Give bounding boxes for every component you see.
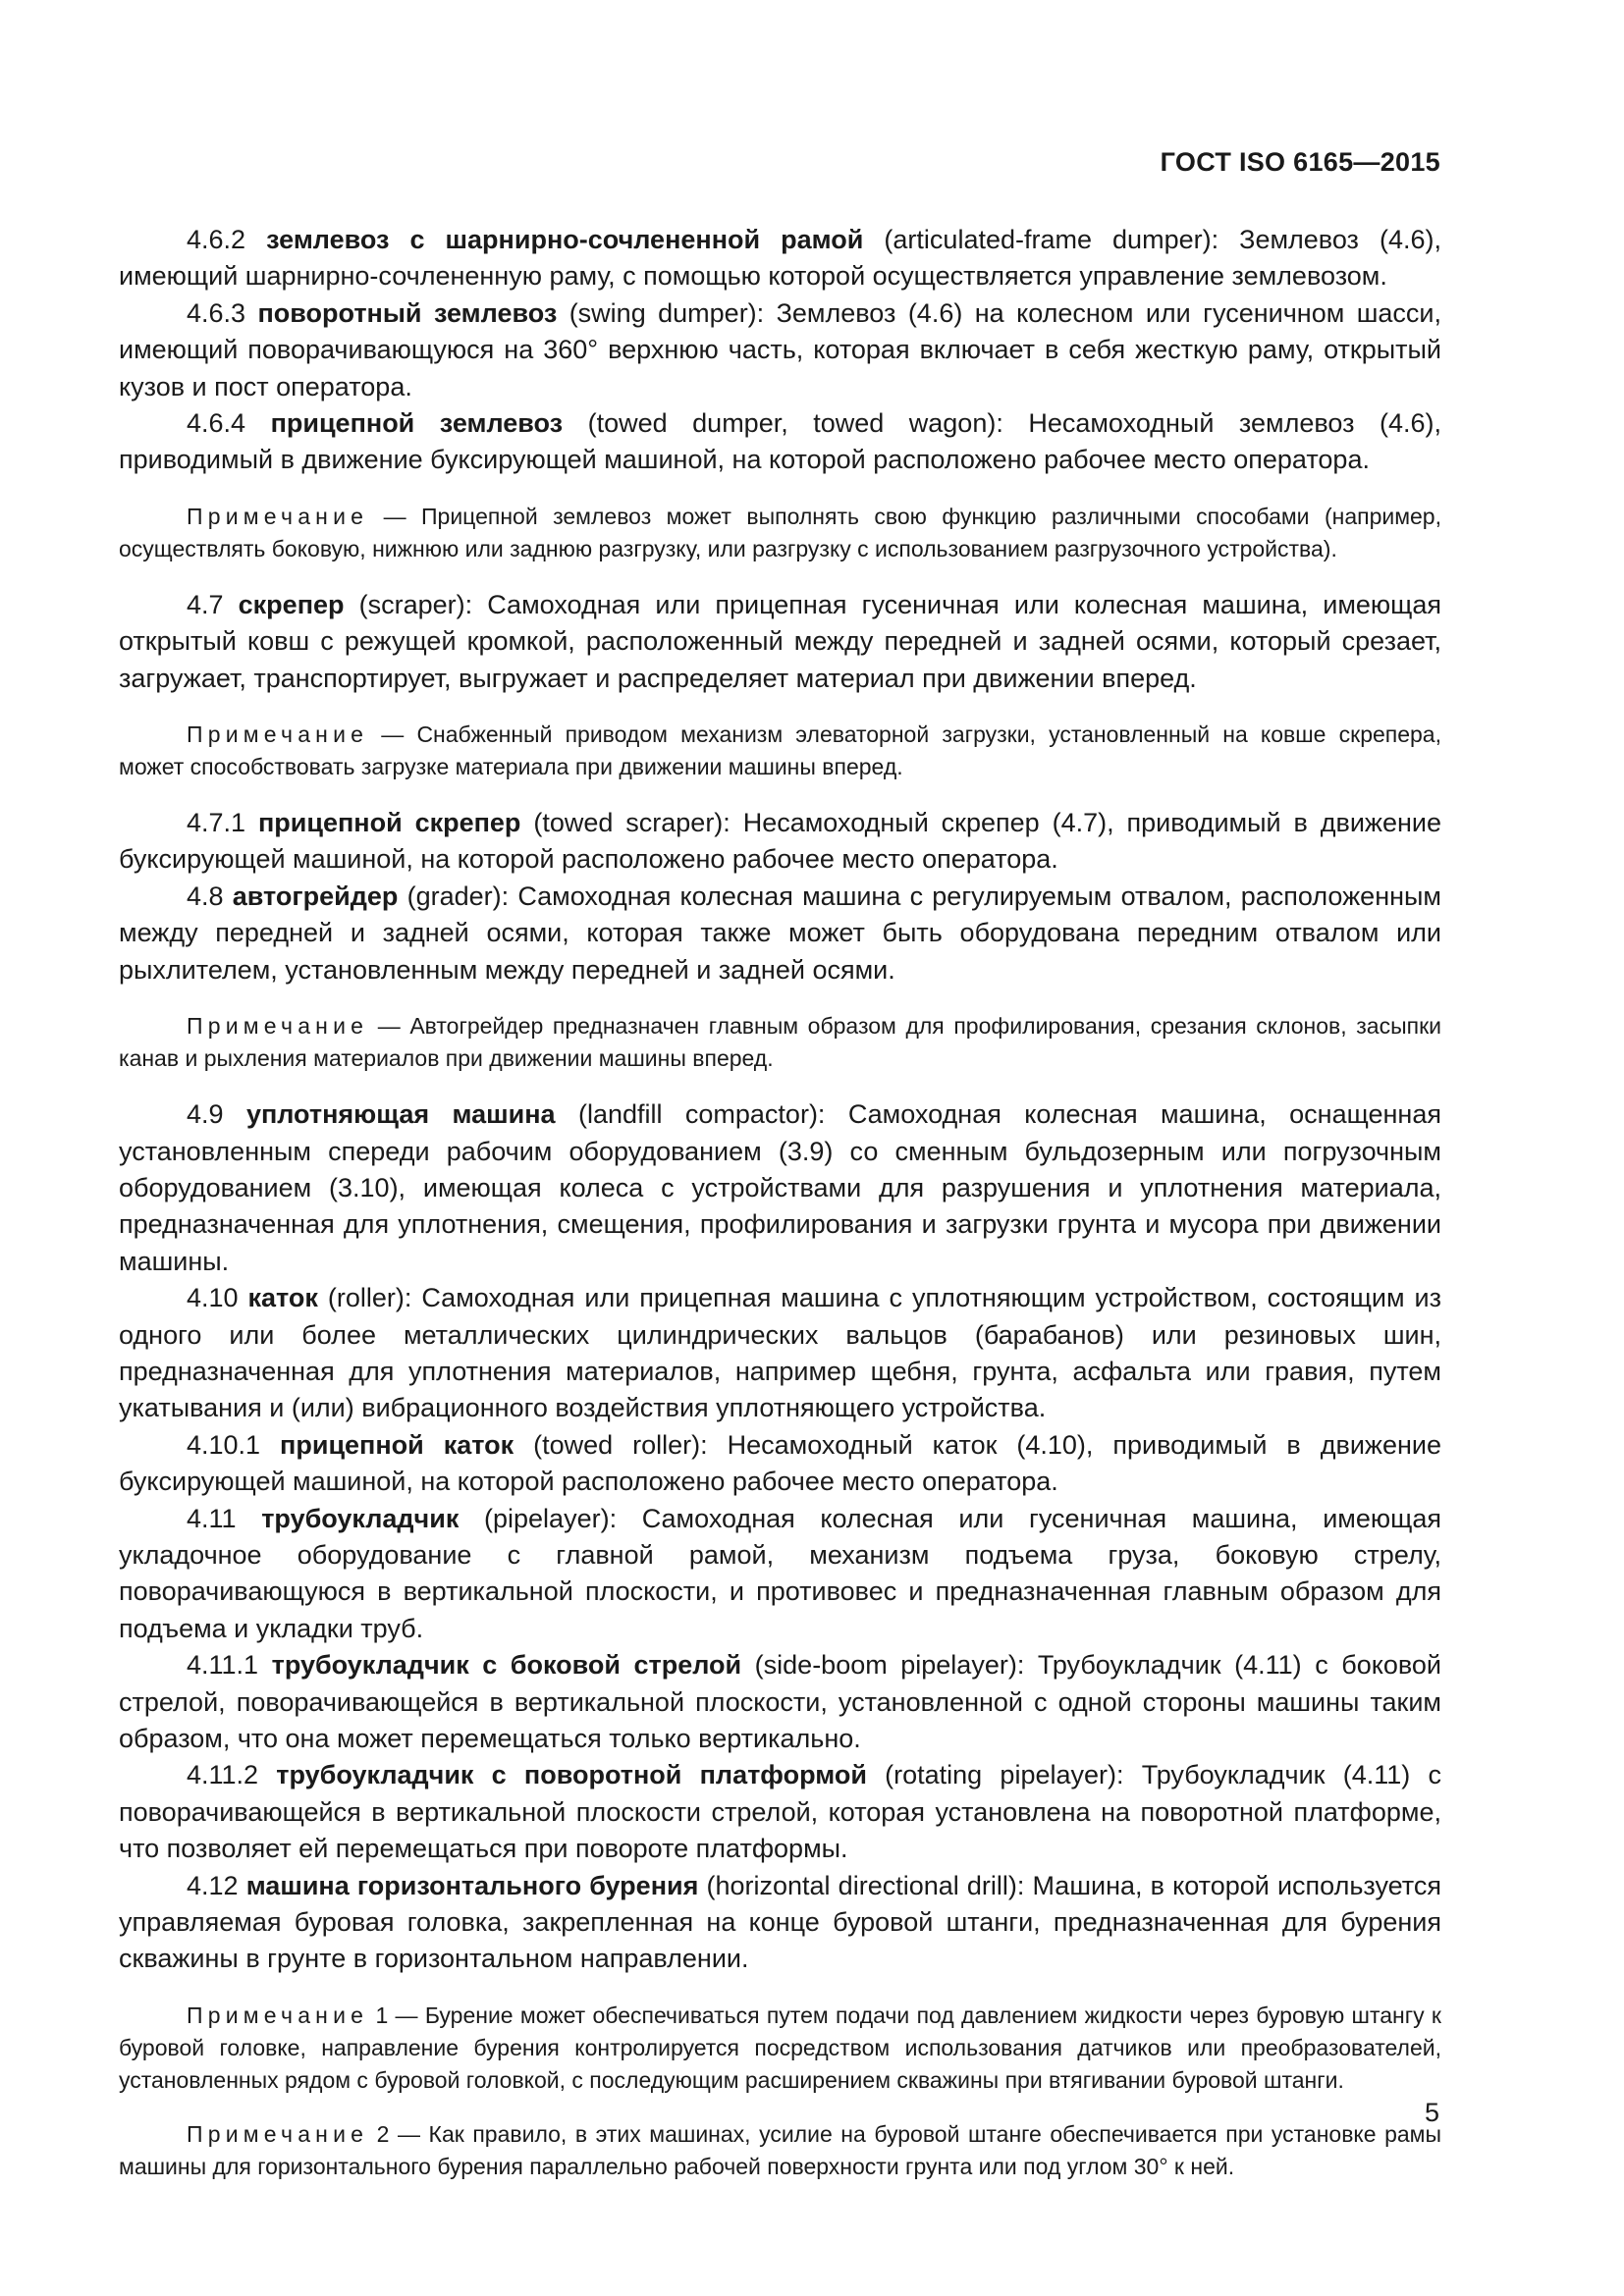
definition-paragraph <box>119 1427 1441 1501</box>
clause-number: 4.6.3 <box>187 297 258 328</box>
clause-number: 4.7.1 <box>187 808 258 838</box>
defined-term: автогрейдер <box>232 881 399 911</box>
definition-paragraph <box>119 1501 1441 1648</box>
note-label: Примечание <box>187 2002 369 2028</box>
definition-paragraph <box>119 1868 1441 1978</box>
definition-text: (articulated-frame dumper): Землевоз (4.6), имеющий шарнирно-сочлененную раму, с помощью которой осуществляется управление землевозом. <box>119 225 1441 292</box>
defined-term: машина горизонтального бурения <box>245 1870 699 1900</box>
note-paragraph <box>119 719 1441 783</box>
note-text: 2 — Как правило, в этих машинах, усилие на буровой штанге обеспечивается при установке рамы машины для горизонтального бурения параллельно рабочей поверхности грунта или под углом 30° к ней. <box>119 2120 1441 2179</box>
note-label: Примечание <box>187 503 369 529</box>
clause-number: 4.7 <box>187 589 239 619</box>
definition-paragraph <box>119 805 1441 879</box>
definition-paragraph <box>119 405 1441 479</box>
note-paragraph <box>119 501 1441 565</box>
clause-number: 4.11 <box>187 1503 262 1533</box>
definition-text: (horizontal directional drill): Машина, в которой используется управляемая буровая головка, закрепленная на конце буровой штанги, предназначенная для бурения скважины в грунте в горизонтальном направлении. <box>119 1870 1441 1974</box>
defined-term: трубоукладчик <box>261 1503 460 1533</box>
note-paragraph <box>119 1010 1441 1075</box>
clause-number: 4.11.2 <box>187 1760 277 1790</box>
definition-text: (rotating pipelayer): Трубоукладчик (4.11) с поворачивающейся в вертикальной плоскости стрелой, которая установлена на поворотной платформе, что позволяет ей перемещаться при повороте платформы. <box>119 1760 1441 1864</box>
defined-term: каток <box>247 1283 318 1313</box>
definition-paragraph <box>119 1280 1441 1427</box>
clause-number: 4.10 <box>187 1283 248 1313</box>
definition-text: (swing dumper): Землевоз (4.6) на колесном или гусеничном шасси, имеющий поворачивающуюся на 360° верхнюю часть, которая включает в себя жесткую раму, открытый кузов и пост оператора. <box>119 297 1441 401</box>
document-header-title: ГОСТ ISO 6165—2015 <box>1160 147 1440 177</box>
definition-paragraph <box>119 1096 1441 1280</box>
clause-number: 4.6.4 <box>187 408 271 439</box>
note-label: Примечание <box>187 721 369 748</box>
defined-term: прицепной землевоз <box>270 408 564 439</box>
definition-text: (grader): Самоходная колесная машина с регулируемым отвалом, расположенным между передней и задней осями, которая также может быть оборудована передним отвалом или рыхлителем, установленным между передней и задней осями. <box>119 881 1441 985</box>
note-text: 1 — Бурение может обеспечиваться путем подачи под давлением жидкости через буровую штангу к буровой головке, направление бурения контролируется посредством использования датчиков или преобразователей, установленных рядом с буровой головкой, с последующим расширением скважины при втягивании буровой штанги. <box>119 2002 1441 2093</box>
definition-text: (roller): Самоходная или прицепная машина с уплотняющим устройством, состоящим из одного или более металлических цилиндрических вальцов (барабанов) или резиновых шин, предназначенная для уплотнения материалов, например щебня, грунта, асфальта или гравия, путем укатывания и (или) вибрационного воздействия уплотняющего устройства. <box>119 1283 1441 1423</box>
clause-number: 4.6.2 <box>187 225 267 254</box>
definition-text: (landfill compactor): Самоходная колесная машина, оснащенная установленным спереди рабочим оборудованием (3.9) со сменным бульдозерным или погрузочным оборудованием (3.10), имеющая колеса с устройствами для разрушения и уплотнения материала, предназначенная для уплотнения, смещения, профилирования и загрузки грунта и мусора при движении машины. <box>119 1099 1441 1276</box>
definition-text: (towed scraper): Несамоходный скрепер (4.7), приводимый в движение буксирующей машиной, на которой расположено рабочее место оператора. <box>119 808 1441 875</box>
defined-term: землевоз с шарнирно-сочлененной рамой <box>266 225 864 254</box>
defined-term: прицепной скрепер <box>257 808 521 838</box>
definition-text: (pipelayer): Самоходная колесная или гусеничная машина, имеющая укладочное оборудование с главной рамой, механизм подъема груза, боковую стрелу, поворачивающуюся в вертикальной плоскости, и противовес и предназначенная главным образом для подъема и укладки труб. <box>119 1503 1441 1643</box>
note-label: Примечание <box>187 1013 369 1040</box>
definition-text: (scraper): Самоходная или прицепная гусеничная или колесная машина, имеющая открытый ковш с режущей кромкой, расположенный между передней и задней осями, который срезает, загружает, транспортирует, выгружает и распределяет материал при движении вперед. <box>119 589 1441 693</box>
defined-term: уплотняющая машина <box>245 1099 556 1130</box>
defined-term: прицепной каток <box>280 1429 514 1460</box>
note-text: — Автогрейдер предназначен главным образом для профилирования, срезания склонов, засыпки канав и рыхления материалов при движении машины вперед. <box>119 1013 1441 1072</box>
definition-text: (side-boom pipelayer): Трубоукладчик (4.11) с боковой стрелой, поворачивающейся в вертикальной плоскости, установленной с одной стороны машины таким образом, что она может перемещаться только вертикально. <box>119 1650 1441 1753</box>
clause-number: 4.12 <box>187 1870 246 1900</box>
defined-term: поворотный землевоз <box>257 297 558 328</box>
note-text: — Прицепной землевоз может выполнять свою функцию различными способами (например, осуществлять боковую, нижнюю или заднюю разгрузку, или разгрузку с использованием разгрузочного устройства). <box>119 503 1441 561</box>
clause-number: 4.8 <box>187 881 233 911</box>
page-number: 5 <box>1424 2098 1439 2127</box>
defined-term: трубоукладчик с поворотной платформой <box>276 1760 867 1790</box>
note-text: — Снабженный приводом механизм элеваторной загрузки, установленный на ковше скрепера, может способствовать загрузке материала при движении машины вперед. <box>119 721 1441 780</box>
definition-paragraph <box>119 1757 1441 1867</box>
definition-paragraph <box>119 295 1441 405</box>
defined-term: скрепер <box>238 589 345 619</box>
defined-term: трубоукладчик с боковой стрелой <box>271 1650 742 1681</box>
definition-text: (towed dumper, towed wagon): Несамоходный землевоз (4.6), приводимый в движение буксирующей машиной, на которой расположено рабочее место оператора. <box>119 408 1441 475</box>
note-paragraph <box>119 2118 1441 2183</box>
definition-paragraph <box>119 222 1441 295</box>
clause-number: 4.9 <box>187 1099 246 1130</box>
note-label: Примечание <box>187 2120 369 2147</box>
document-body <box>119 222 1441 2205</box>
definition-paragraph <box>119 879 1441 988</box>
definition-text: (towed roller): Несамоходный каток (4.10), приводимый в движение буксирующей машиной, на которой расположено рабочее место оператора. <box>119 1429 1441 1497</box>
definition-paragraph <box>119 1647 1441 1757</box>
note-paragraph <box>119 2000 1441 2097</box>
clause-number: 4.11.1 <box>187 1650 272 1681</box>
clause-number: 4.10.1 <box>187 1429 281 1460</box>
definition-paragraph <box>119 587 1441 697</box>
